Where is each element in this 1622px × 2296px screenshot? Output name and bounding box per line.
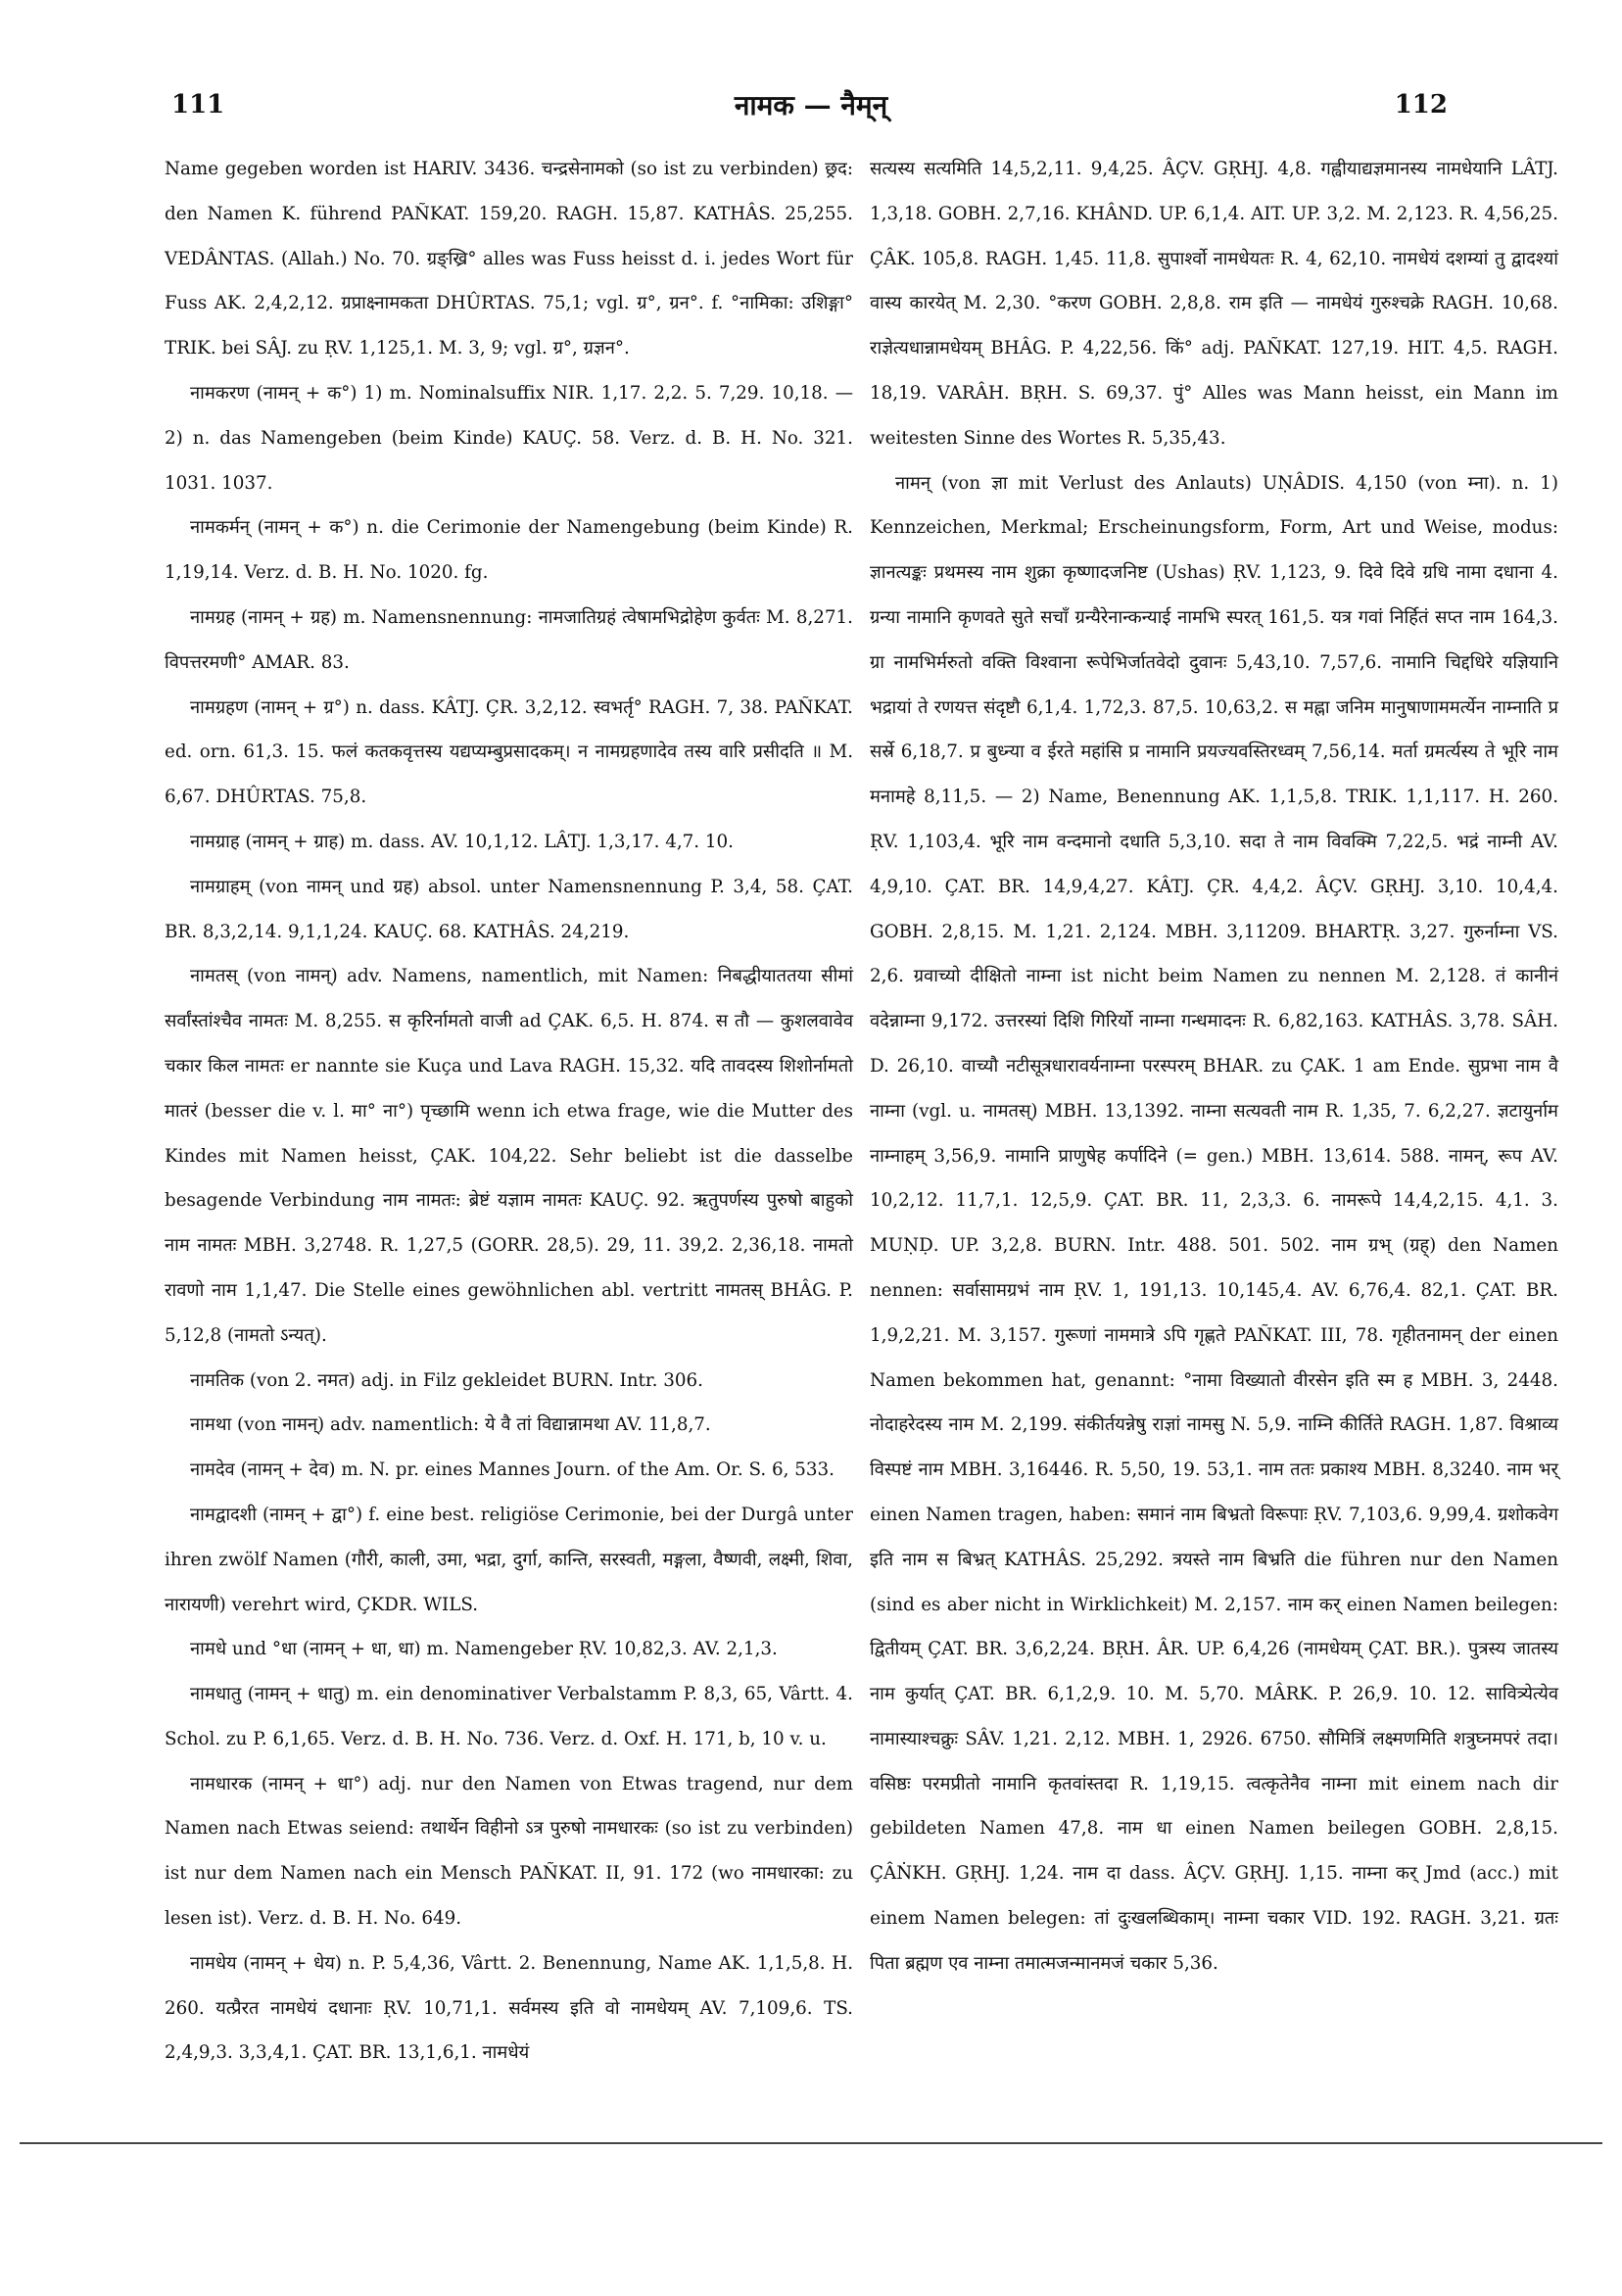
dictionary-entry: नामन् (von ज्ञा mit Verlust des Anlauts) UṆÂDIS. 4,150 (von म्ना). n. 1) Kennzeichen, Merkmal; Erscheinungsform, Form, Art und Weise, modus: ज्ञानत्यङ्कः प्रथमस्य नाम शुक्रा कृष्णादजनिष्ट (Ushas) ṚV. 1,123, 9. दिवे दिवे ग्रधि नामा दधाना 4. ग्रन्या नामानि कृणवते सुते सचाँ ग्रन्यैरेनान्कन्याई नामभि स्परत् 161,5. यत्र गवां निर्हितं सप्त नाम 164,3. ग्रा नामभिर्मरुतो वक्ति विश्वाना रूपेभिर्जातवेदो दुवानः 5,43,10. 7,57,6. नामानि चिद्दधिरे यज्ञियानि भद्रायां ते रणयत्त संदृष्टौ 6,1,4. 1,72,3. 87,5. 10,63,2. स मह्ना जनिम मानुषाणाममर्त्येन नाम्नाति प्र सर्स्रे 6,18,7. प्र बुध्न्या व ईरते महांसि प्र नामानि प्रयज्यवस्तिरध्वम् 7,56,14. मर्ता ग्रमर्त्यस्य ते भूरि नाम मनामहे 8,11,5. — 2) Name, Benennung AK. 1,1,5,8. TRIK. 1,1,117. H. 260. ṚV. 1,103,4. भूरि नाम वन्दमानो दधाति 5,3,10. सदा ते नाम विवक्मि 7,22,5. भद्रं नाम्नी AV. 4,9,10. ÇAT. BR. 14,9,4,27. KÂTJ. ÇR. 4,4,2. ÂÇV. GṚHJ. 3,10. 10,4,4. GOBH. 2,8,15. M. 1,21. 2,124. MBH. 3,11209. BHARTṚ. 3,27. गुरुर्नाम्ना VS. 2,6. ग्रवाच्यो दीक्षितो नाम्ना ist nicht beim Namen zu nennen M. 2,128. तं कानीनं वदेन्नाम्ना 9,172. उत्तरस्यां दिशि गिरिर्यो नाम्ना गन्धमादनः R. 6,82,163. KATHÂS. 3,78. SÂH. D. 26,10. वाच्यौ नटीसूत्रधारावर्यनाम्ना परस्परम् BHAR. zu ÇAK. 1 am Ende. सुप्रभा नाम वै नाम्ना (vgl. u. नामतस्) MBH. 13,1392. नाम्ना सत्यवती नाम R. 1,35, 7. 6,2,27. ज्ञटायुर्नाम नाम्नाहम् 3,56,9. नामानि प्राणुषेह कर्पादिने (= gen.) MBH. 13,614. 588. नामन्, रूप AV. 10,2,12. 11,7,1. 12,5,9. ÇAT. BR. 11, 2,3,3. 6. नामरूपे 14,4,2,15. 4,1. 3. MUṆḌ. UP. 3,2,8. BURN. Intr. 488. 501. 502. नाम ग्रभ् (ग्रह्) den Namen nennen: सर्वासामग्रभं नाम ṚV. 1, 191,13. 10,145,4. AV. 6,76,4. 82,1. ÇAT. BR. 1,9,2,21. M. 3,157. गुरूणां नाममात्रे ऽपि गृह्णते PAÑKAT. III, 78. गृहीतनामन् der einen Namen bekommen hat, genannt: °नामा विख्यातो वीरसेन इति स्म ह MBH. 3, 2448. नोदाहरेदस्य नाम M. 2,199. संकीर्तयन्नेषु राज्ञां नामसु N. 5,9. नाम्नि कीर्तिते RAGH. 1,87. विश्राव्य विस्पष्टं नाम MBH. 3,16446. R. 5,50, 19. 53,1. नाम ततः प्रकाश्य MBH. 8,3240. नाम भर् einen Namen tragen, haben: समानं नाम बिभ्रतो विरूपाः ṚV. 7,103,6. 9,99,4. ग्रशोकवेग इति नाम स बिभ्रत् KATHÂS. 25,292. त्रयस्ते नाम बिभ्रति die führen nur den Namen (sind es aber nicht in Wirklichkeit) M. 2,157. नाम कर् einen Namen beilegen: द्वितीयम् ÇAT. BR. 3,6,2,24. BṚH. ÂR. UP. 6,4,26 (नामधेयम् ÇAT. BR.). पुत्रस्य जातस्य नाम कुर्यात् ÇAT. BR. 6,1,2,9. 10. M. 5,70. MÂRK. P. 26,9. 10. 12. सावित्र्येत्येव नामास्याश्चक्रुः SÂV. 1,21. 2,12. MBH. 1, 2926. 6750. सौमित्रिं लक्ष्मणमिति शत्रुघ्नमपरं तदा। वसिष्ठः परमप्रीतो नामानि कृतवांस्तदा R. 1,19,15. त्वत्कृतेनैव नाम्ना mit einem nach dir gebildeten Namen 47,8. नाम धा einen Namen beilegen GOBH. 2,8,15. ÇÂṄKH. GṚHJ. 1,24. नाम दा dass. ÂÇV. GṚHJ. 1,15. नाम्ना कर् Jmd (acc.) mit einem Namen belegen: तां दुःखलब्धिकाम्। नाम्ना चकार VID. 192. RAGH. 3,21. ग्रतः पिता ब्रह्मण एव नाम्ना तमात्मजन्मानमजं चकार 5,36. — [870, 472, 1558, 1974]
running-head: नामक — नैम्‌न् — [734, 89, 888, 121]
dictionary-entry: नामधारक (नामन् + धा°) adj. nur den Namen von Etwas tragend, nur dem Namen nach Etwas seiend: तथार्थेन विहीनो ऽत्र पुरुषो नामधारकः (so ist zu verbinden) ist nur dem Namen nach ein Mensch PAÑKAT. II, 91. 172 (wo नामधारका: zu lesen ist). Verz. d. B. H. No. 649. — [165, 1773, 853, 1930]
dictionary-entry: नामधातु (नामन् + धातु) m. ein denominativer Verbalstamm P. 8,3, 65, Vârtt. 4. Schol. zu P. 6,1,65. Verz. d. B. H. No. 736. Verz. d. Oxf. H. 171, b, 10 v. u. — [165, 1684, 853, 1749]
footer-rule — [20, 2142, 1602, 2144]
dictionary-entry: नामधेय (नामन् + धेय) n. P. 5,4,36, Vârtt. 2. Benennung, Name AK. 1,1,5,8. H. 260. यत्प्रैरत नामधेयं दधानाः ṚV. 10,71,1. सर्वमस्य इति वो नामधेयम् AV. 7,109,6. TS. 2,4,9,3. 3,3,4,1. ÇAT. BR. 13,1,6,1. नामधेयं — [165, 1952, 853, 2064]
entry-continuation: सत्यस्य सत्यमिति 14,5,2,11. 9,4,25. ÂÇV. GṚHJ. 4,8. गह्वीयाद्यज्ञमानस्य नामधेयानि LÂTJ. 1,3,18. GOBH. 2,7,16. KHÂND. UP. 6,1,4. AIT. UP. 3,2. M. 2,123. R. 4,56,25. ÇÂK. 105,8. RAGH. 1,45. 11,8. सुपार्श्वो नामधेयतः R. 4, 62,10. नामधेयं दशम्यां तु द्वादश्यां वास्य कारयेत् M. 2,30. °करण GOBH. 2,8,8. राम इति — नामधेयं गुरुश्चक्रे RAGH. 10,68. राज्ञेत्यधान्नामधेयम् BHÂG. P. 4,22,56. किं° adj. PAÑKAT. 127,19. HIT. 4,5. RAGH. 18,19. VARÂH. BṚH. S. 69,37. पुं° Alles was Mann heisst, ein Mann im weitesten Sinne des Wortes R. 5,35,43. — [870, 159, 1558, 449]
entry-continuation: Name gegeben worden ist HARIV. 3436. चन्द्रसेनामको (so ist zu verbinden) छ्रद: den Namen K. führend PAÑKAT. 159,20. RAGH. 15,87. KATHÂS. 25,255. VEDÂNTAS. (Allah.) No. 70. ग्रङ्ख्रि° alles was Fuss heisst d. i. jedes Wort für Fuss AK. 2,4,2,12. ग्रप्राक्ष्नामकता DHÛRTAS. 75,1; vgl. ग्र°, ग्रन°. f. °नामिका: उशिङ्गा° TRIK. bei SÂJ. zu ṚV. 1,125,1. M. 3, 9; vgl. ग्र°, ग्रज्ञन°. — [165, 159, 853, 359]
dictionary-entry: नामदेव (नामन् + देव) m. N. pr. eines Mannes Journ. of the Am. Or. S. 6, 533. — [190, 1459, 835, 1481]
dictionary-entry: नामकरण (नामन् + क°) 1) m. Nominalsuffix NIR. 1,17. 2,2. 5. 7,29. 10,18. — 2) n. das Namengeben (beim Kinde) KAUÇ. 58. Verz. d. B. H. No. 321. 1031. 1037. — [165, 382, 853, 494]
dictionary-entry: नामतस् (von नामन्) adv. Namens, namentlich, mit Namen: निबद्धीयाततया सीमां सर्वांस्तांश्चैव नामतः M. 8,255. स कृरिर्नामतो वाजी ad ÇAK. 6,5. H. 874. स तौ — कुशलवावेव चकार किल नामतः er nannte sie Kuça und Lava RAGH. 15,32. यदि तावदस्य शिशोर्नामतो मातरं (besser die v. l. मा° ना°) पृच्छामि wenn ich etwa frage, wie die Mutter des Kindes mit Namen heisst, ÇAK. 104,22. Sehr beliebt ist die dasselbe besagende Verbindung नाम नामतः: ब्रेष्टं यज्ञाम नामतः KAUÇ. 92. ऋतुपर्णस्य पुरुषो बाहुको नाम नामतः MBH. 3,2748. R. 1,27,5 (GORR. 28,5). 29, 11. 39,2. 2,36,18. नामतो रावणो नाम 1,1,47. Die Stelle eines gewöhnlichen abl. vertritt नामतस् BHÂG. P. 5,12,8 (नामतो ऽन्यत्). — [165, 966, 853, 1346]
page-number-right: 112 — [1394, 90, 1448, 120]
dictionary-entry: नामथा (von नामन्) adv. namentlich: ये वै तां विद्यान्नामथा AV. 11,8,7. — [190, 1414, 711, 1436]
page-number-left: 111 — [171, 90, 225, 120]
right-column — [870, 147, 1558, 1986]
dictionary-entry: नामकर्मन् (नामन् + क°) n. die Cerimonie der Namengebung (beim Kinde) R. 1,19,14. Verz. d. B. H. No. 1020. fg. — [165, 517, 853, 584]
dictionary-entry: नामग्रह (नामन् + ग्रह) m. Namensnennung: नामजातिग्रहं त्वेषामभिद्रोहेण कुर्वतः M. 8,271. विपत्तरमणी° AMAR. 83. — [165, 606, 853, 673]
dictionary-entry: नामद्वादशी (नामन् + द्वा°) f. eine best. religiöse Cerimonie, bei der Durgâ unter ihren zwölf Namen (गौरी, काली, उमा, भद्रा, दुर्गा, कान्ति, सरस्वती, मङ्गला, वैष्णवी, लक्ष्मी, शिवा, नारायणी) verehrt wird, ÇKDR. WILS. — [165, 1504, 853, 1615]
dictionary-entry: नामग्राह (नामन् + ग्राह) m. dass. AV. 10,1,12. LÂTJ. 1,3,17. 4,7. 10. — [190, 831, 734, 852]
dictionary-entry: नामतिक (von 2. नमत) adj. in Filz gekleidet BURN. Intr. 306. — [190, 1369, 703, 1391]
left-column — [165, 147, 853, 2076]
page-header — [0, 0, 1622, 157]
dictionary-entry: नामधे und °धा (नामन् + धा, धा) m. Namengeber ṚV. 10,82,3. AV. 2,1,3. — [190, 1639, 778, 1660]
dictionary-entry: नामग्रहण (नामन् + ग्र°) n. dass. KÂTJ. ÇR. 3,2,12. स्वभर्तृ° RAGH. 7, 38. PAÑKAT. ed. orn. 61,3. 15. फलं कतकवृत्तस्य यद्यप्यम्बुप्रसादकम्। न नामग्रहणादेव तस्य वारि प्रसीदति ॥ M. 6,67. DHÛRTAS. 75,8. — [165, 696, 853, 808]
dictionary-entry: नामग्राहम् (von नामन् und ग्रह) absol. unter Namensnennung P. 3,4, 58. ÇAT. BR. 8,3,2,14. 9,1,1,24. KAUÇ. 68. KATHÂS. 24,219. — [165, 876, 853, 942]
